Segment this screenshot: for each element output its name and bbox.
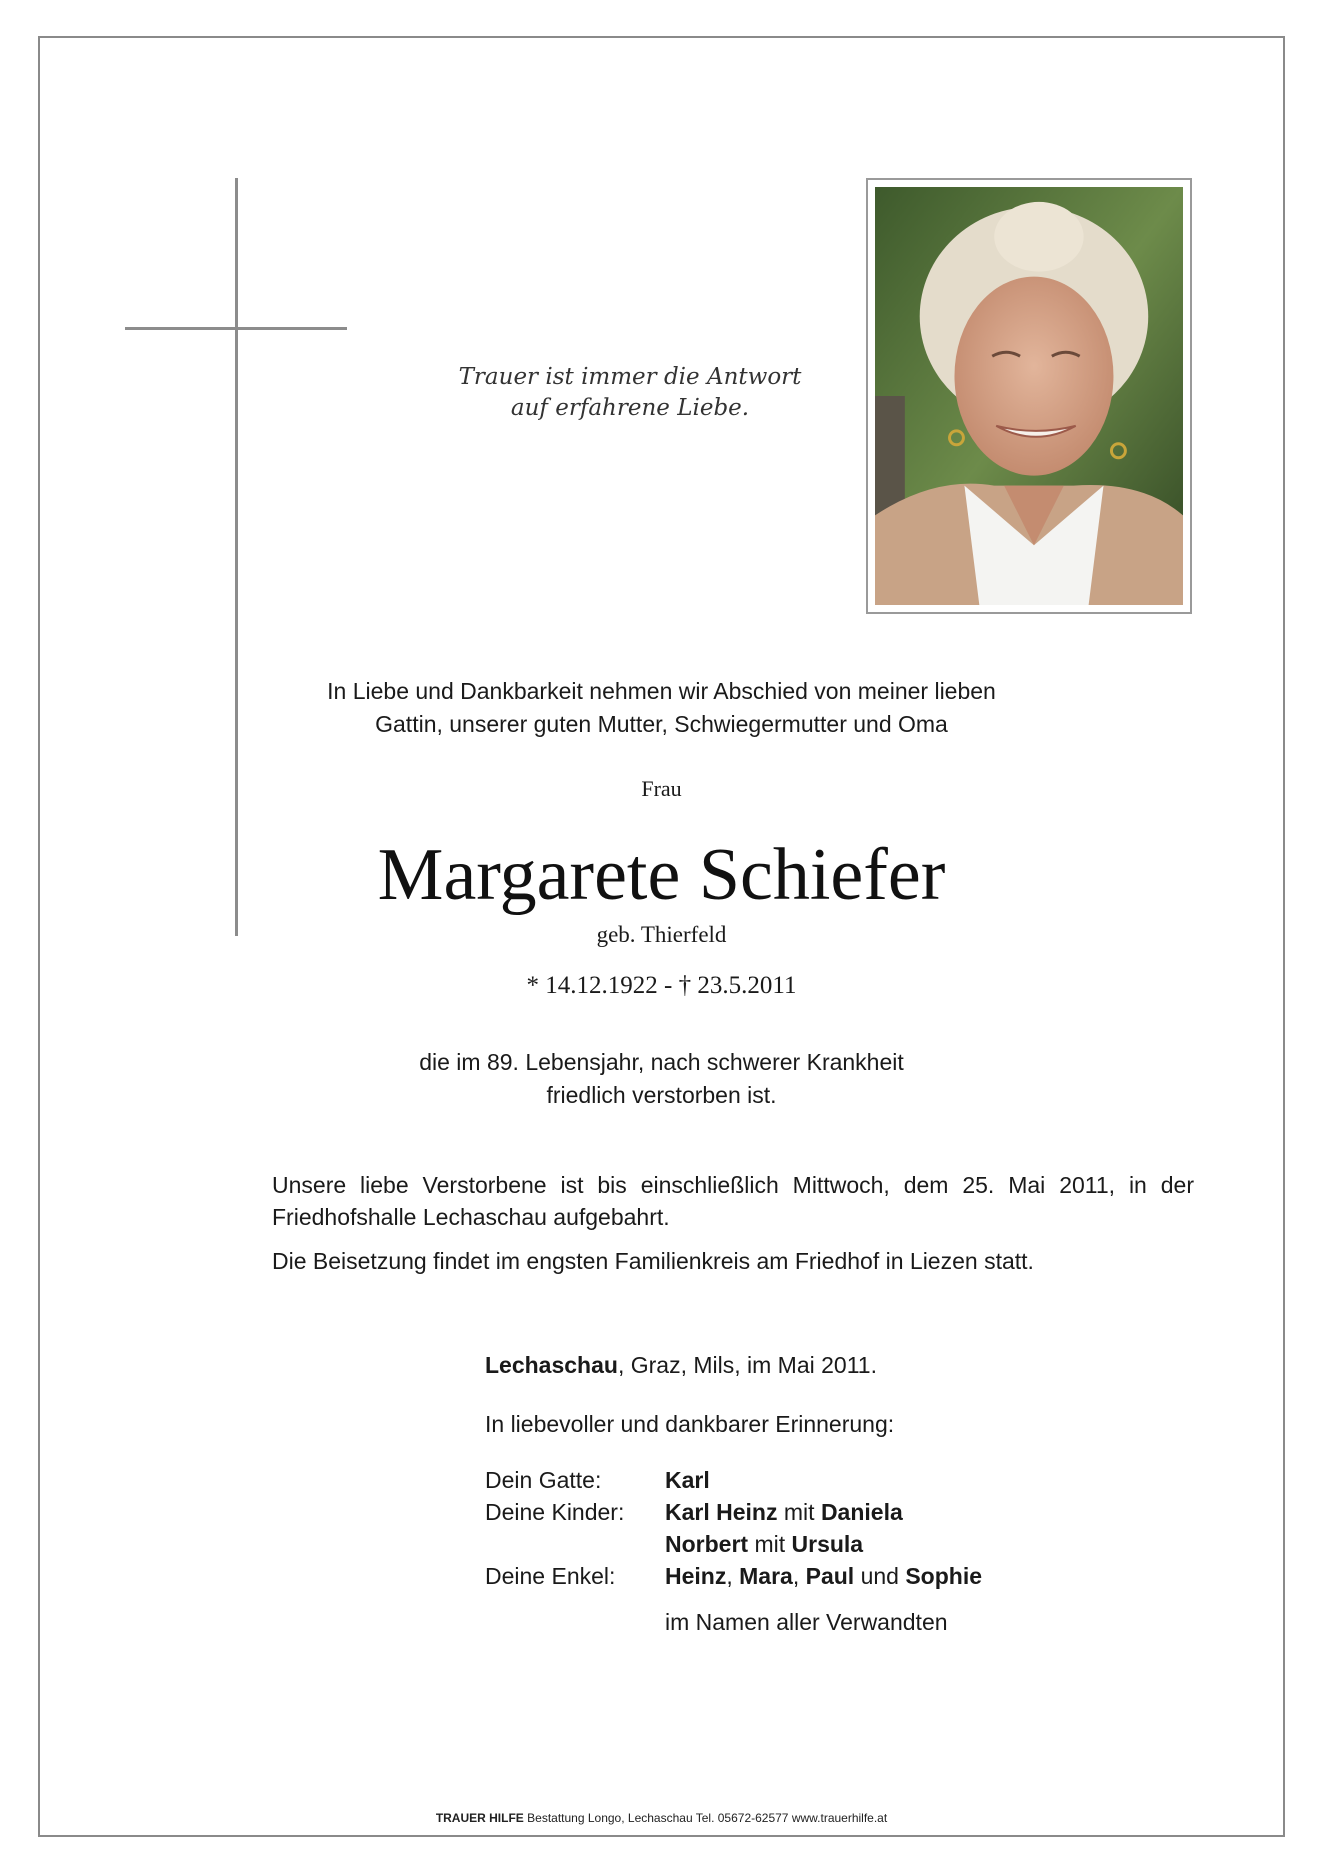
- place-rest: , Graz, Mils, im Mai 2011.: [617, 1352, 877, 1378]
- child-1-partner: Daniela: [820, 1499, 903, 1525]
- with-1: mit: [783, 1499, 815, 1525]
- relatives-line: im Namen aller Verwandten: [665, 1609, 948, 1635]
- portrait-image: [875, 187, 1183, 605]
- portrait-photo: [866, 178, 1192, 614]
- place-date-line: [485, 1349, 877, 1381]
- cross-horizontal-bar: [125, 327, 347, 330]
- quote-line-2: auf erfahrene Liebe.: [510, 395, 750, 421]
- cross-vertical-bar: [235, 178, 238, 936]
- intro-line-2: Gattin, unserer guten Mutter, Schwiegermutter und Oma: [375, 711, 948, 737]
- footer-brand: TRAUER HILFE: [435, 1811, 524, 1825]
- quote: [420, 362, 840, 424]
- grandchild-4: Sophie: [905, 1563, 983, 1589]
- passing-line-1: die im 89. Lebensjahr, nach schwerer Krankheit: [419, 1049, 904, 1075]
- intro-text: [0, 675, 1323, 741]
- children-line-2: [665, 1528, 863, 1560]
- footer: [0, 1811, 1323, 1825]
- spouse-name: Karl: [665, 1467, 710, 1493]
- with-2: mit: [754, 1531, 786, 1557]
- spouse-label: Dein Gatte:: [485, 1467, 602, 1493]
- deceased-name: Margarete Schiefer: [377, 834, 946, 916]
- grandchild-3: Paul: [805, 1563, 855, 1589]
- comma-2: ,: [792, 1563, 800, 1589]
- place-bold: Lechaschau: [485, 1352, 618, 1378]
- children-label: Deine Kinder:: [485, 1499, 625, 1525]
- child-2: Norbert: [665, 1531, 749, 1557]
- grandchild-1: Heinz: [665, 1563, 727, 1589]
- grandchild-2: Mara: [739, 1563, 793, 1589]
- quote-line-1: Trauer ist immer die Antwort: [458, 364, 802, 390]
- salutation: Frau: [641, 776, 682, 801]
- grandchildren-label: Deine Enkel:: [485, 1563, 616, 1589]
- birth-name: geb. Thierfeld: [596, 922, 727, 947]
- grandchildren-line: [665, 1560, 982, 1592]
- comma-1: ,: [726, 1563, 733, 1589]
- and-word: und: [860, 1563, 899, 1589]
- remembrance-line: In liebevoller und dankbarer Erinnerung:: [485, 1411, 895, 1437]
- intro-line-1: In Liebe und Dankbarkeit nehmen wir Abschied von meiner lieben: [327, 678, 996, 704]
- life-dates: * 14.12.1922 - † 23.5.2011: [526, 972, 797, 999]
- child-1: Karl Heinz: [665, 1499, 778, 1525]
- children-line-1: [665, 1496, 903, 1528]
- passing-text: [0, 1046, 1323, 1112]
- child-2-partner: Ursula: [791, 1531, 864, 1557]
- passing-line-2: friedlich verstorben ist.: [546, 1082, 777, 1108]
- footer-text: Bestattung Longo, Lechaschau Tel. 05672-62577 www.trauerhilfe.at: [527, 1811, 888, 1825]
- laid-out-paragraph: Unsere liebe Verstorbene ist bis einschließlich Mittwoch, dem 25. Mai 2011, in der Friedhofshalle Lechaschau aufgebahrt.: [272, 1172, 1194, 1230]
- burial-paragraph: Die Beisetzung findet im engsten Familienkreis am Friedhof in Liezen statt.: [272, 1248, 1034, 1274]
